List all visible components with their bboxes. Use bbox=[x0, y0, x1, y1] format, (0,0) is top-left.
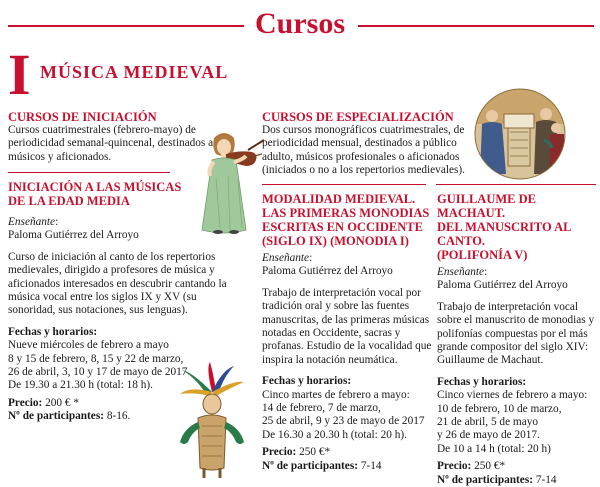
especializacion-heading: CURSOS DE ESPECIALIZACIÓN bbox=[262, 110, 454, 124]
grotesque-figure-illustration bbox=[172, 362, 254, 480]
course-3-teacher: Enseñante: Paloma Gutiérrez del Arroyo bbox=[437, 266, 568, 292]
iniciacion-heading: CURSOS DE INICIACIÓN bbox=[8, 110, 157, 124]
section-title: MÚSICA MEDIEVAL bbox=[40, 62, 229, 82]
course-2-participants: Nº de participantes: 7-14 bbox=[262, 459, 382, 472]
separator-right bbox=[436, 184, 596, 185]
course-3-participants: Nº de participantes: 7-14 bbox=[437, 473, 557, 486]
course-2-price: Precio: 250 €* bbox=[262, 446, 331, 459]
course-3 bbox=[437, 192, 597, 487]
course-2-schedule: Fechas y horarios: Cinco martes de febrero a mayo: 14 de febrero, 7 de marzo, 25 de abril, 9 y 23 de mayo de 2017 De 16.30 a 20.30 h (total: 20 h). bbox=[262, 375, 425, 441]
separator-left bbox=[8, 172, 170, 173]
separator-middle bbox=[262, 184, 426, 185]
especializacion-description: Dos cursos monográficos cuatrimestrales, de periodicidad mensual, destinados a público adulto, músicos profesionales o aficionados (iniciados o no a los repertorios medievales). bbox=[262, 124, 465, 177]
page-title: Cursos bbox=[254, 7, 345, 40]
course-1-description: Curso de iniciación al canto de los repertorios medievales, dirigido a profesores de música y aficionados interesados en descubrir cantando la música vocal entre los siglos IX y XV (su sonoridad, sus notaciones, sus lenguas). bbox=[8, 250, 227, 317]
course-3-description: Trabajo de interpretación vocal sobre el manuscrito de monodias y polifonías compuestas por el más grande compositor del siglo XIV: Guillaume de Machaut. bbox=[437, 300, 595, 367]
course-3-title: GUILLAUME DE MACHAUT. DEL MANUSCRITO AL CANTO. (POLIFONÍA V) bbox=[437, 192, 571, 262]
section-number: I bbox=[8, 42, 31, 107]
iniciacion-description: Cursos cuatrimestrales (febrero-mayo) de periodicidad semanal-quincenal, destinados a músicos y aficionados. bbox=[8, 124, 214, 163]
course-1-price: Precio: 200 € * bbox=[8, 396, 80, 409]
course-3-price: Precio: 250 €* bbox=[437, 460, 506, 473]
course-2-description: Trabajo de interpretación vocal por tradición oral y sobre las fuentes manuscritas, de las primeras músicas notadas en Occidente, sacras y profanas. Estudio de la vocalidad que inspira la notación neumática. bbox=[262, 286, 432, 366]
course-1-participants: Nº de participantes: 8-16. bbox=[8, 410, 131, 423]
course-2-title: MODALIDAD MEDIEVAL. LAS PRIMERAS MONODIAS ESCRITAS EN OCCIDENTE (SIGLO IX) (MONODIA I) bbox=[262, 192, 430, 248]
course-1-schedule: Fechas y horarios: Nueve miércoles de febrero a mayo 8 y 15 de febrero, 8, 15 y 22 de marzo, 26 de abril, 3, 10 y 17 de mayo de 2017 De 19.30 a 21.30 h (total: 18 h). bbox=[8, 325, 188, 392]
course-2-teacher: Enseñante: Paloma Gutiérrez del Arroyo bbox=[262, 252, 393, 278]
course-1-title: INICIACIÓN A LAS MÚSICAS DE LA EDAD MEDIA bbox=[8, 180, 182, 208]
course-3-schedule: Fechas y horarios: Cinco viernes de febrero a mayo: 10 de febrero, 10 de marzo, 21 de abril, 5 de mayo y 26 de mayo de 2017. De 10 a 14 h (total: 20 h) bbox=[437, 375, 588, 455]
course-2 bbox=[262, 192, 432, 473]
especializacion-intro bbox=[262, 110, 470, 178]
course-1-teacher: Enseñante: Paloma Gutiérrez del Arroyo bbox=[8, 216, 139, 242]
medieval-singers-medallion bbox=[474, 88, 566, 180]
